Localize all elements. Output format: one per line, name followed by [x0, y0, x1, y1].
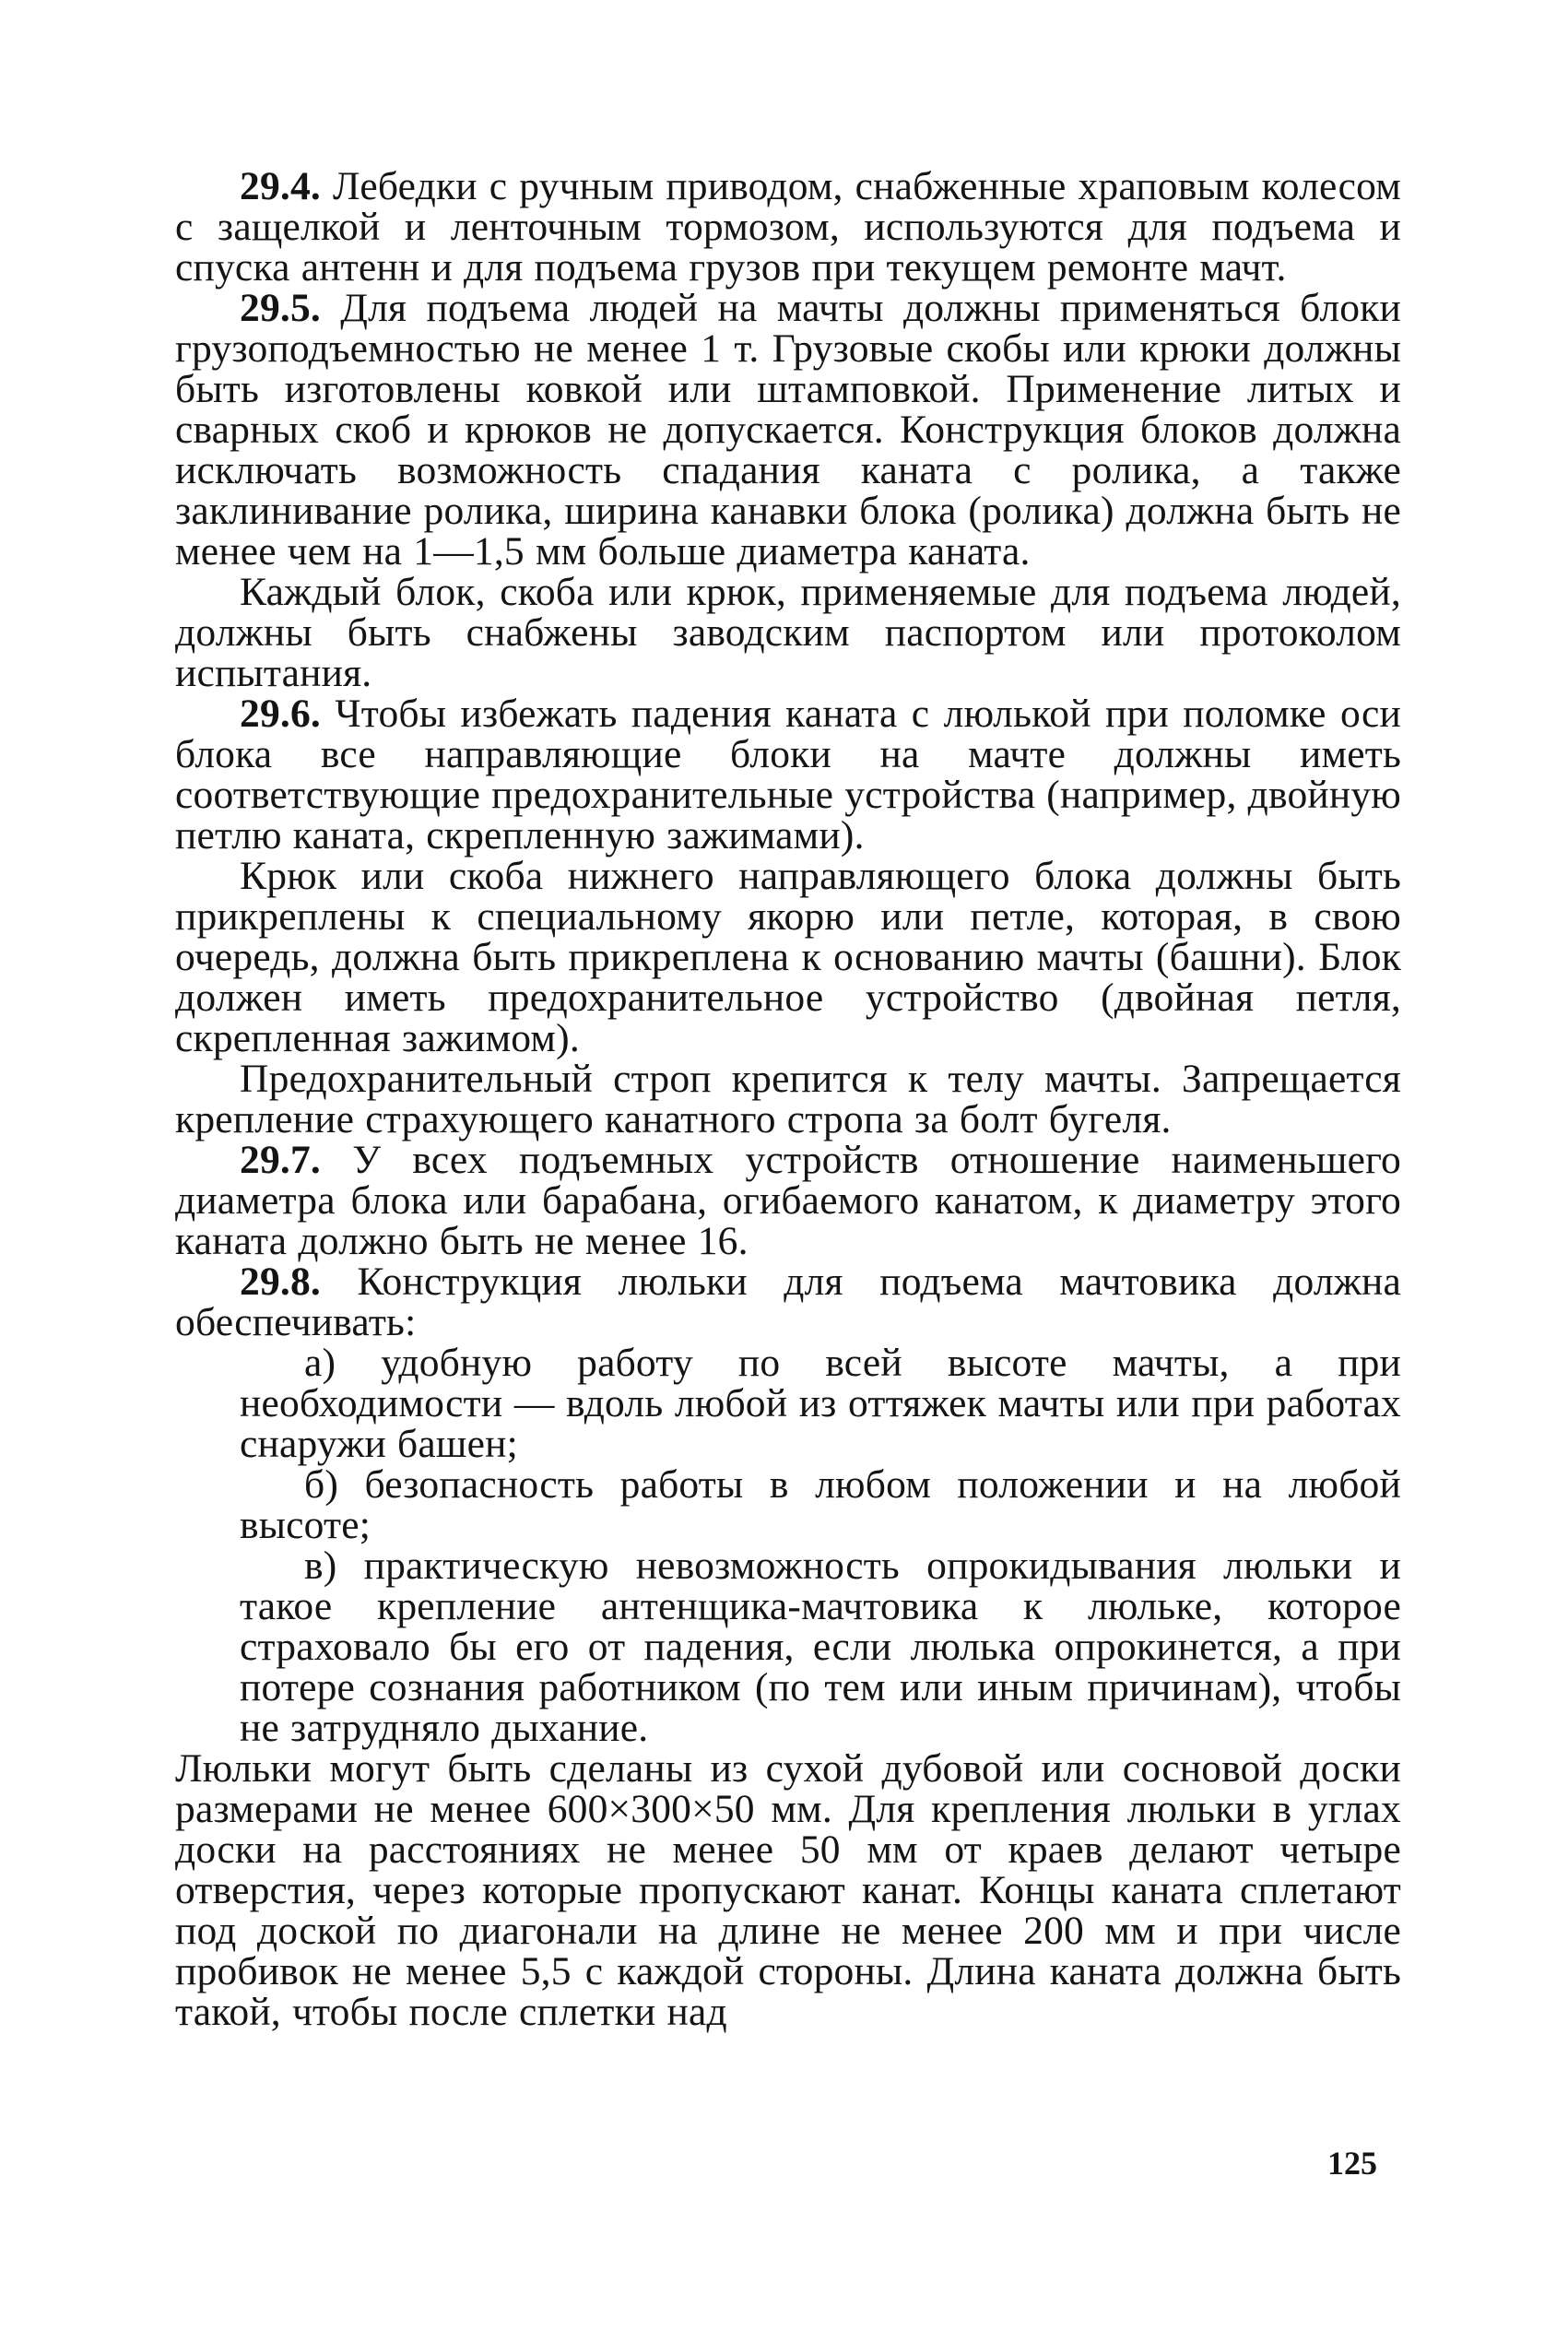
paragraph-hook-anchor	[175, 856, 1401, 1059]
list-item-v: в) практическую невозможность опрокидывания люльки и такое крепление антенщика-мачтовика к люльке, которое страховало бы его от падения, если люлька опрокинется, а при потере сознания работником (по тем или иным причинам), чтобы не затрудняло дыхание.	[240, 1543, 1401, 1750]
clause-number: 29.7.	[240, 1138, 321, 1182]
paragraph-text: Для подъема людей на мачты должны применяться блоки грузоподъемностью не менее 1 т. Грузовые скобы или крюки должны быть изготовлены ковкой или штамповкой. Применение литых и сварных скоб и крюков не допускается. Конструкция блоков должна исключать возможность спадания каната с ролика, а также заклинивание ролика, ширина канавки блока (ролика) должна быть не менее чем на 1—1,5 мм больше диаметра каната.	[175, 286, 1401, 574]
paragraph-29-6	[175, 693, 1401, 856]
requirements-list	[175, 1342, 1401, 1748]
paragraph-text: Лебедки с ручным приводом, снабженные храповым колесом с защелкой и ленточным тормозом, используются для подъема и спуска антенн и для подъема грузов при текущем ремонте мачт.	[175, 164, 1401, 290]
page-number: 125	[1327, 2145, 1377, 2182]
clause-number: 29.8.	[240, 1260, 321, 1304]
list-item-a: а) удобную работу по всей высоте мачты, а при необходимости — вдоль любой из оттяжек мачты или при работах снаружи башен;	[240, 1341, 1401, 1466]
paragraph-blocks-passport	[175, 572, 1401, 693]
clause-number: 29.4.	[240, 164, 321, 208]
paragraph-29-4	[175, 166, 1401, 288]
paragraph-text: У всех подъемных устройств отношение наименьшего диаметра блока или барабана, огибаемого канатом, к диаметру этого каната должно быть не менее 16.	[175, 1138, 1401, 1263]
paragraph-text: Предохранительный строп крепится к телу мачты. Запрещается крепление страхующего канатного стропа за болт бугеля.	[175, 1057, 1401, 1141]
page-body	[175, 166, 1401, 2268]
paragraph-safety-sling	[175, 1059, 1401, 1140]
paragraph-cradle-description: Люльки могут быть сделаны из сухой дубовой или сосновой доски размерами не менее 600×300×50 мм. Для крепления люльки в углах доски на расстояниях не менее 50 мм от краев делают четыре отверстия, через которые пропускают канат. Концы каната сплетают под доской по диагонали на длине не менее 200 мм и при числе пробивок не менее 5,5 с каждой стороны. Длина каната должна быть такой, чтобы после сплетки над	[175, 1746, 1401, 2034]
paragraph-29-7	[175, 1140, 1401, 1261]
paragraph-text: Крюк или скоба нижнего направляющего блока должны быть прикреплены к специальному якорю или петле, которая, в свою очередь, должна быть прикреплена к основанию мачты (башни). Блок должен иметь предохранительное устройство (двойная петля, скрепленная зажимом).	[175, 854, 1401, 1060]
clause-number: 29.5.	[240, 286, 321, 330]
paragraph-text: Каждый блок, скоба или крюк, применяемые для подъема людей, должны быть снабжены заводским паспортом или протоколом испытания.	[175, 570, 1401, 695]
list-item-b: б) безопасность работы в любом положении и на любой высоте;	[240, 1462, 1401, 1547]
paragraph-29-8	[175, 1261, 1401, 1342]
paragraph-29-5	[175, 288, 1401, 572]
clause-number: 29.6.	[240, 692, 321, 736]
paragraph-text: Чтобы избежать падения каната с люлькой при поломке оси блока все направляющие блоки на мачте должны иметь соответствующие предохранительные устройства (например, двойную петлю каната, скрепленную зажимами).	[175, 692, 1401, 857]
paragraph-text: Конструкция люльки для подъема мачтовика должна обеспечивать:	[175, 1260, 1401, 1344]
text-block	[175, 166, 1401, 2032]
